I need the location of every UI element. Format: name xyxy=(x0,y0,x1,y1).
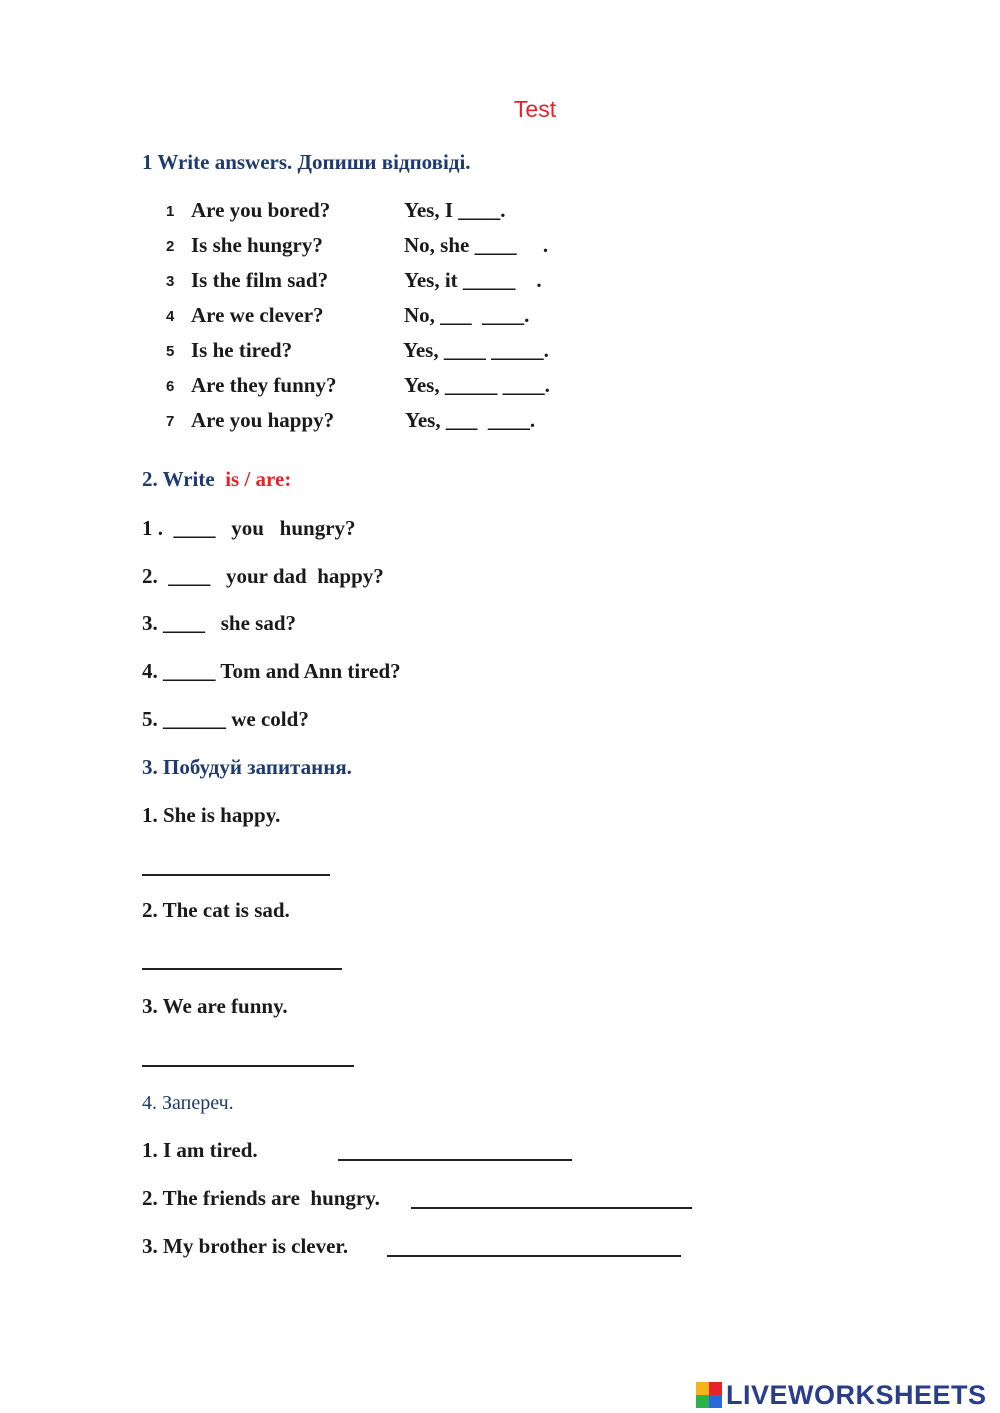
item-question: Is the film sad? xyxy=(191,268,329,292)
section2-item[interactable]: 1 . ____ you hungry? xyxy=(142,516,356,540)
section2-heading-text: 2. Write xyxy=(142,467,215,491)
section4-heading: 4. Запереч. xyxy=(142,1092,234,1114)
section2-item[interactable]: 4. _____ Tom and Ann tired? xyxy=(142,659,401,683)
item-number: 4 xyxy=(166,308,175,325)
item-number: 2 xyxy=(166,238,175,255)
answer-line[interactable] xyxy=(338,1159,572,1161)
item-answer[interactable]: Yes, ____ _____. xyxy=(403,338,549,362)
item-number: 5 xyxy=(166,343,175,360)
answer-line[interactable] xyxy=(142,1065,354,1067)
item-answer[interactable]: Yes, it _____ . xyxy=(404,268,542,292)
brand-name: LIVEWORKSHEETS xyxy=(726,1379,987,1410)
footer-brand xyxy=(696,1378,987,1412)
item-answer[interactable]: Yes, ___ ____. xyxy=(405,408,536,432)
item-question: Is she hungry? xyxy=(191,233,323,257)
item-number: 7 xyxy=(166,413,175,430)
item-question: Are you bored? xyxy=(191,198,331,222)
item-number: 1 xyxy=(166,203,175,220)
item-answer[interactable]: Yes, _____ ____. xyxy=(404,373,550,397)
section2-heading xyxy=(142,467,291,492)
section3-item: 1. She is happy. xyxy=(142,803,281,827)
item-question: Are you happy? xyxy=(191,408,335,432)
section3-item: 2. The cat is sad. xyxy=(142,898,290,922)
item-answer[interactable]: Yes, I ____. xyxy=(404,198,506,222)
section2-item[interactable]: 3. ____ she sad? xyxy=(142,611,297,635)
answer-line[interactable] xyxy=(411,1207,692,1209)
item-answer[interactable]: No, ___ ____. xyxy=(404,303,530,327)
page-title: Test xyxy=(513,96,557,122)
section4-item: 1. I am tired. xyxy=(142,1138,258,1162)
item-question: Are they funny? xyxy=(191,373,337,397)
liveworksheets-logo-icon xyxy=(696,1382,722,1408)
section3-heading: 3. Побудуй запитання. xyxy=(142,755,352,779)
item-answer[interactable]: No, she ____ . xyxy=(404,233,549,257)
section4-item: 3. My brother is clever. xyxy=(142,1234,349,1258)
item-number: 6 xyxy=(166,378,175,395)
section1-heading: 1 Write answers. Допиши відповіді. xyxy=(142,150,471,174)
item-number: 3 xyxy=(166,273,175,290)
section2-item[interactable]: 5. ______ we cold? xyxy=(142,707,309,731)
answer-line[interactable] xyxy=(387,1255,681,1257)
answer-line[interactable] xyxy=(142,968,342,970)
item-question: Is he tired? xyxy=(191,338,293,362)
section3-item: 3. We are funny. xyxy=(142,994,288,1018)
section4-item: 2. The friends are hungry. xyxy=(142,1186,380,1210)
section2-heading-accent: is / are: xyxy=(225,467,292,491)
section2-item[interactable]: 2. ____ your dad happy? xyxy=(142,564,384,588)
item-question: Are we clever? xyxy=(191,303,324,327)
answer-line[interactable] xyxy=(142,874,330,876)
